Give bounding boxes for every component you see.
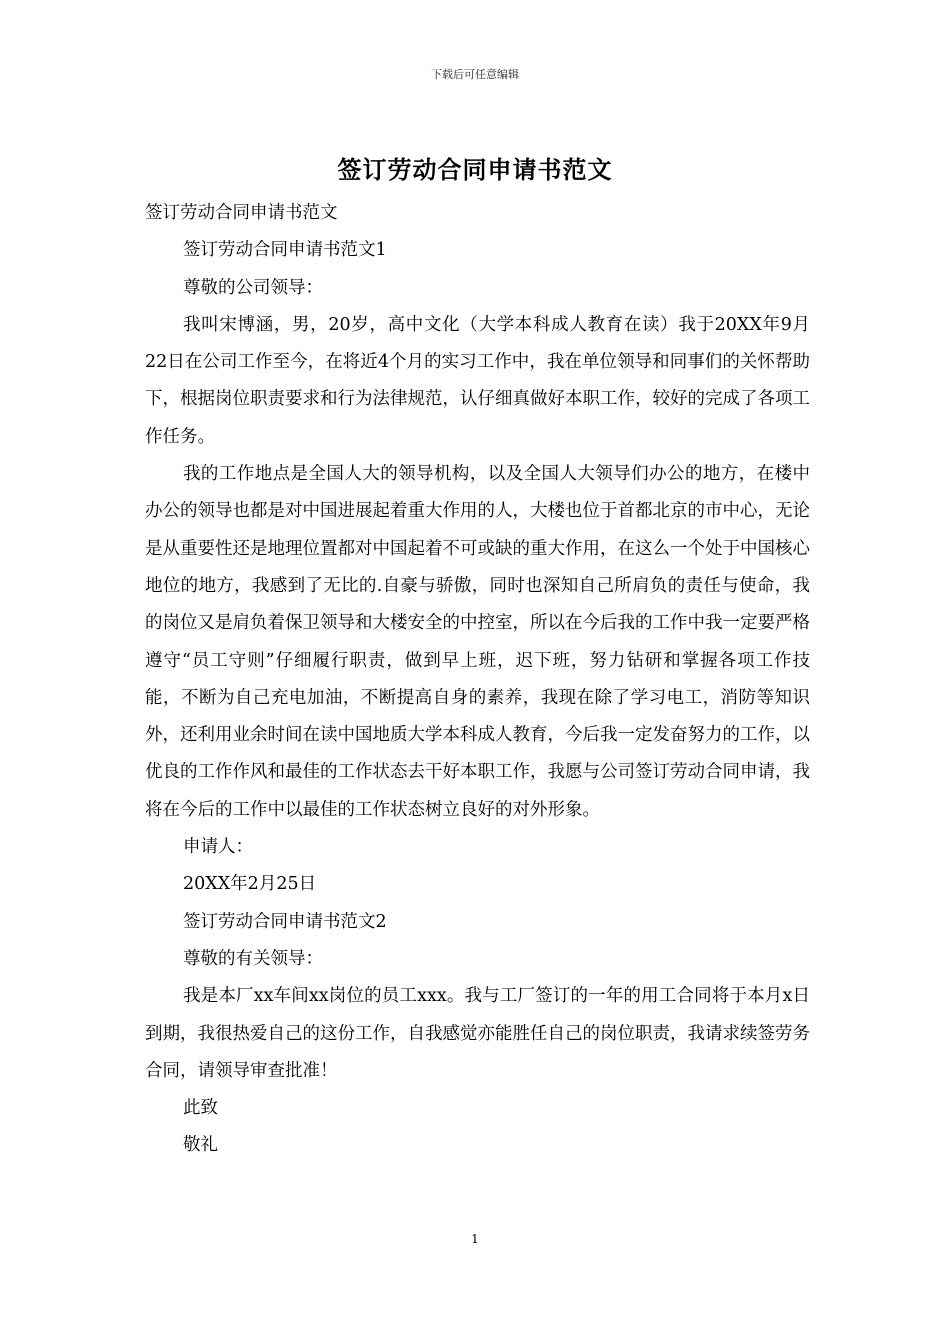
date-line: 20XX年2月25日 xyxy=(183,874,317,895)
body-paragraph: 我的工作地点是全国人大的领导机构，以及全国人大领导们办公的地方，在楼中办公的领导也都是对中国进展起着重大作用的人，大楼也位于首都北京的市中心，无论是从重要性还是地理位置都对中国起着不可或缺的重大作用，在这么一个处于中国核心地位的地方，我感到了无比的.自豪与骄傲，同时也深知自己所肩负的责任与使命，我的岗位又是肩负着保卫领导和大楼安全的中控室，所以在今后我的工作中我一定要严格遵守“员工守则”仔细履行职责，做到早上班，迟下班，努力钻研和掌握各项工作技能，不断为自己充电加油，不断提高自身的素养，我现在除了学习电工，消防等知识外，还利用业余时间在读中国地质大学本科成人教育，今后我一定发奋努力的工作，以优良的工作作风和最佳的工作状态去干好本职工作，我愿与公司签订劳动合同申请，我将在今后的工作中以最佳的工作状态树立良好的对外形象。 xyxy=(145,464,810,820)
salutation-2: 尊敬的有关领导： xyxy=(183,948,323,969)
body-paragraph: 我叫宋博涵，男，20岁，高中文化（大学本科成人教育在读）我于20XX年9月22日在公司工作至今，在将近4个月的实习工作中，我在单位领导和同事们的关怀帮助下，根据岗位职责要求和行为法律规范，认仔细真做好本职工作，较好的完成了各项工作任务。 xyxy=(145,314,810,447)
closing-line: 此致 xyxy=(183,1098,218,1119)
salutation-1: 尊敬的公司领导： xyxy=(183,277,323,298)
page-number: 1 xyxy=(471,1232,479,1246)
document-subtitle: 签订劳动合同申请书范文 xyxy=(145,203,338,223)
section-heading-2: 签订劳动合同申请书范文2 xyxy=(183,911,387,932)
header-note: 下载后可任意编辑 xyxy=(431,68,519,81)
body-paragraph: 我是本厂xx车间xx岗位的员工xxx。我与工厂签订的一年的用工合同将于本月x日到期，我很热爱自己的这份工作，自我感觉亦能胜任自己的岗位职责，我请求续签劳务合同，请领导审查批准！ xyxy=(145,986,810,1081)
applicant-label: 申请人： xyxy=(183,837,253,858)
section-heading-1: 签订劳动合同申请书范文1 xyxy=(183,240,387,261)
closing-regards: 敬礼 xyxy=(183,1135,218,1156)
document-title: 签订劳动合同申请书范文 xyxy=(337,156,613,184)
document-body xyxy=(145,195,810,1165)
